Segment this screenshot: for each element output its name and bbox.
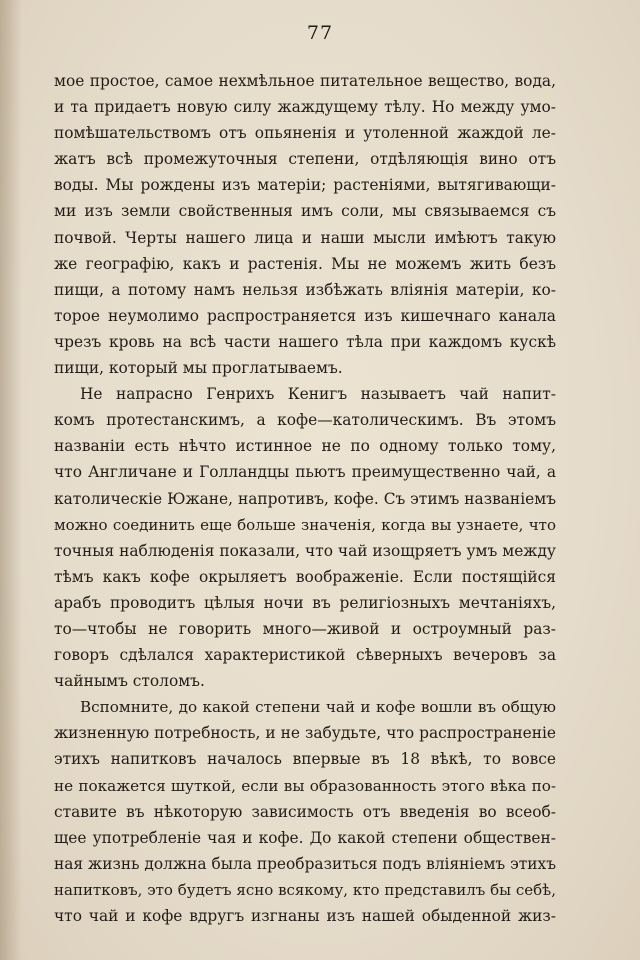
text-line: говоръ сдѣлался характеристикой сѣверныхъ вечеровъ за (54, 646, 556, 665)
text-line: арабъ проводитъ цѣлыя ночи въ религіозныхъ мечтаніяхъ, (54, 593, 556, 612)
text-line: жатъ всѣ промежуточныя степени, отдѣляющія вино отъ (54, 150, 556, 169)
text-line: и та придаетъ новую силу жаждущему тѣлу. Но между умо- (54, 98, 556, 117)
text-line: Не напрасно Генрихъ Кенигъ называетъ чай напит- (80, 385, 556, 404)
text-line: мое простое, самое нехмѣльное питательное вещество, вода, (54, 72, 556, 90)
text-line: чайнымъ столомъ. (54, 672, 205, 691)
text-line: можно соединить еще больше значенія, когда вы узнаете, что (54, 515, 556, 534)
text-line: пищи, который мы проглатываемъ. (54, 359, 343, 378)
text-line: ставите въ нѣкоторую зависимость отъ введенія во всеоб- (54, 802, 556, 821)
text-line: то—чтобы не говорить много—живой и остроумный раз- (54, 619, 556, 638)
text-line: пищи, а потому намъ нельзя избѣжать вліянія матеріи, ко- (54, 280, 556, 299)
text-line: напитковъ, это будетъ ясно всякому, кто представилъ бы себѣ, (54, 880, 556, 899)
text-line: названіи есть нѣчто истинное не по одному только тому, (54, 437, 556, 456)
text-line: что Англичане и Голландцы пьютъ преимущественно чай, а (54, 463, 556, 482)
text-line: не покажется шуткой, если вы образованность этого вѣка по- (54, 776, 556, 795)
page-number: 77 (306, 22, 334, 44)
text-line: тѣмъ какъ кофе окрыляетъ воображеніе. Если постящійся (54, 567, 556, 586)
text-line: этихъ напитковъ началось впервые въ 18 вѣкѣ, то вовсе (54, 750, 556, 769)
text-line: торое неумолимо распространяется изъ кишечнаго канала (54, 306, 556, 325)
text-line: помѣшательствомъ отъ опьяненія и утоленной жаждой ле- (54, 124, 556, 143)
binding-shadow (0, 0, 22, 960)
text-line: жизненную потребность, и не забудьте, что распространеніе (54, 724, 556, 743)
text-line: почвой. Черты нашего лица и наши мысли имѣютъ такую (54, 228, 556, 247)
text-line: Вспомните, до какой степени чай и кофе вошли въ общую (80, 698, 556, 717)
body-text (54, 68, 556, 929)
text-line: щее употребленіе чая и кофе. До какой степени обществен- (54, 828, 556, 847)
text-line: комъ протестанскимъ, а кофе—католическимъ. Въ этомъ (54, 411, 556, 430)
text-line: ная жизнь должна была преобразиться подъ вліяніемъ этихъ (54, 854, 556, 873)
text-line: точныя наблюденія показали, что чай изощряетъ умъ между (54, 541, 556, 560)
text-line: же географію, какъ и растенія. Мы не можемъ жить безъ (54, 254, 556, 273)
text-line: чрезъ кровь на всѣ части нашего тѣла при каждомъ кускѣ (54, 332, 556, 351)
text-line: католическіе Южане, напротивъ, кофе. Съ этимъ названіемъ (54, 489, 556, 508)
text-line: ми изъ земли свойственныя имъ соли, мы связываемся съ (54, 202, 556, 221)
text-line: воды. Мы рождены изъ матеріи; растеніями, вытягивающи- (54, 176, 556, 195)
text-line: что чай и кофе вдругъ изгнаны изъ нашей обыденной жиз- (54, 907, 556, 925)
